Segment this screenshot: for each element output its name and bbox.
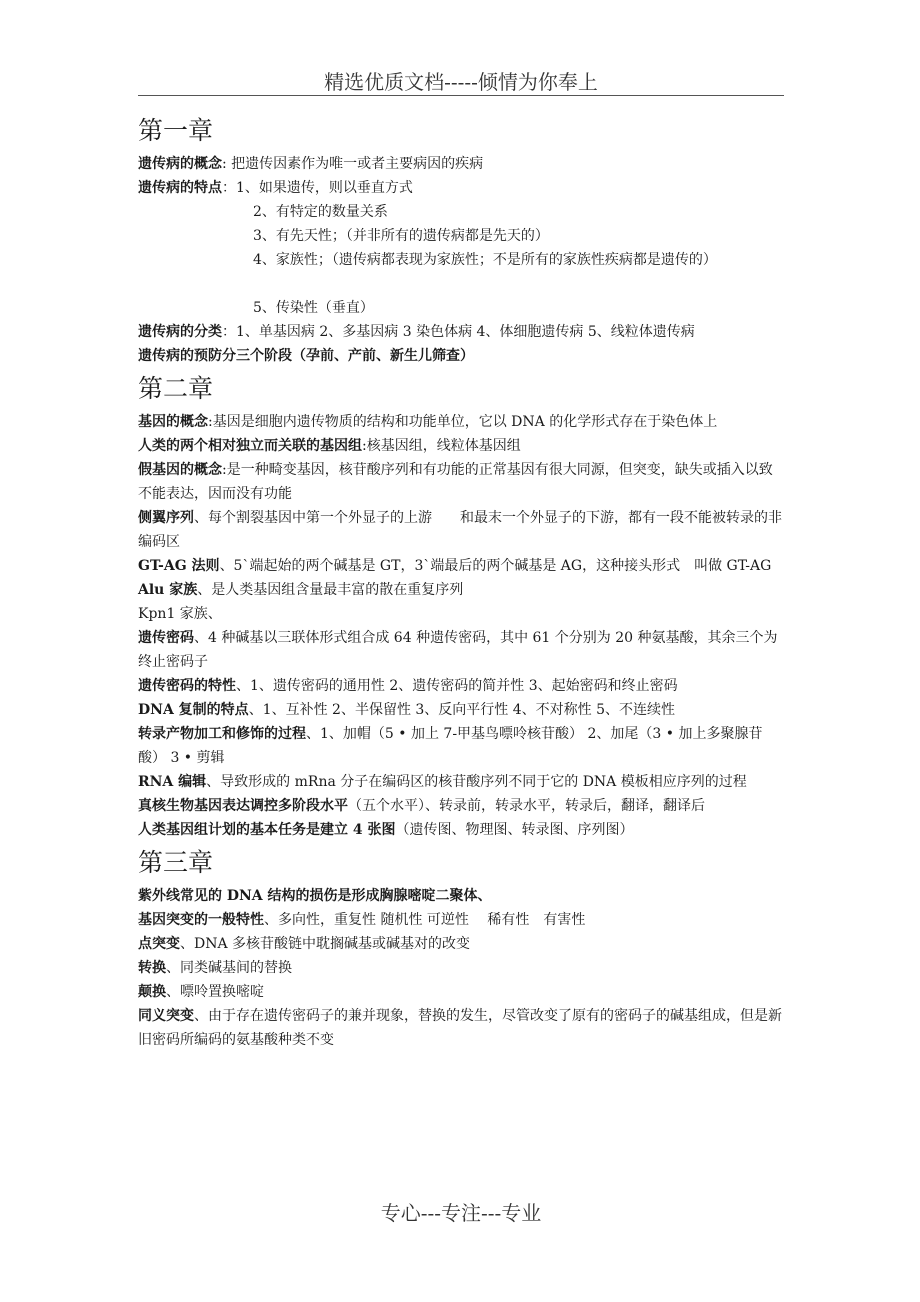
page-header: 精选优质文档-----倾情为你奉上 bbox=[324, 70, 598, 94]
ch2-item bbox=[138, 602, 784, 626]
term-label: 转换 bbox=[138, 960, 166, 976]
ch1-prevent bbox=[138, 344, 784, 368]
ch2-item bbox=[138, 698, 784, 722]
term-label: Alu 家族 bbox=[138, 582, 198, 598]
ch3-item bbox=[138, 932, 784, 956]
term-label: GT-AG 法则 bbox=[138, 558, 220, 574]
term-text: :核基因组，线粒体基因组 bbox=[362, 438, 521, 454]
term-text: （遗传图、物理图、转录图、序列图） bbox=[395, 822, 634, 838]
ch2-item bbox=[138, 554, 784, 578]
term-text: 、每个割裂基因中第一个外显子的上游 和最末一个外显子的下游，都有一段不能被转录的非编码区 bbox=[138, 510, 782, 550]
term-text: 、4 种碱基以三联体形式组合成 64 种遗传密码，其中 61 个分别为 20 种氨基酸，其余三个为终止密码子 bbox=[138, 630, 778, 670]
term-label: 侧翼序列 bbox=[138, 510, 194, 526]
ch3-item bbox=[138, 1004, 796, 1052]
ch1-concept bbox=[138, 152, 784, 176]
term-text: Kpn1 家族、 bbox=[138, 606, 222, 622]
ch1-features bbox=[138, 176, 784, 200]
ch2-item bbox=[138, 770, 784, 794]
term-label: 基因突变的一般特性 bbox=[138, 912, 264, 928]
term-text: 、1、遗传密码的通用性 2、遗传密码的简并性 3、起始密码和终止密码 bbox=[236, 678, 678, 694]
term-label: 人类基因组计划的基本任务是建立 4 张图 bbox=[138, 822, 396, 838]
term-text: 、是人类基因组含量最丰富的散在重复序列 bbox=[197, 582, 464, 598]
header-divider bbox=[138, 95, 784, 96]
term-label: 同义突变 bbox=[138, 1008, 194, 1024]
ch2-item bbox=[138, 458, 784, 506]
chapter-1-title: 第一章 bbox=[138, 116, 214, 145]
page-footer: 专心---专注---专业 bbox=[380, 1201, 542, 1225]
term-label: 遗传病的特点 bbox=[138, 180, 222, 196]
term-label: 遗传密码的特性 bbox=[138, 678, 236, 694]
ch2-item bbox=[138, 434, 784, 458]
ch2-item bbox=[138, 794, 784, 818]
ch1-feature-3: 3、有先天性；（并非所有的遗传病都是先天的） bbox=[253, 228, 549, 244]
term-label: 遗传密码 bbox=[138, 630, 194, 646]
term-label: 遗传病的分类 bbox=[138, 324, 222, 340]
term-text: 、DNA 多核苷酸链中耽搁碱基或碱基对的改变 bbox=[180, 936, 471, 952]
term-label: 颠换 bbox=[138, 984, 166, 1000]
ch3-item bbox=[138, 956, 784, 980]
ch3-item bbox=[138, 908, 784, 932]
term-text: ：1、单基因病 2、多基因病 3 染色体病 4、体细胞遗传病 5、线粒体遗传病 bbox=[222, 324, 695, 340]
term-text: 、1、加帽（5 • 加上 7-甲基鸟嘌呤核苷酸） 2、加尾（3 • 加上多聚腺苷酸） 3 • 剪辑 bbox=[138, 726, 763, 766]
term-text: ：1、如果遗传，则以垂直方式 bbox=[222, 180, 413, 196]
ch2-item bbox=[138, 410, 784, 434]
term-label: 点突变 bbox=[138, 936, 180, 952]
term-label: 遗传病的概念 bbox=[138, 156, 222, 172]
term-text: 、同类碱基间的替换 bbox=[166, 960, 292, 976]
term-text: 、嘌呤置换嘧啶 bbox=[166, 984, 264, 1000]
ch3-item bbox=[138, 884, 784, 908]
term-label: DNA 复制的特点 bbox=[138, 702, 249, 718]
term-label: 紫外线常见的 DNA 结构的损伤是形成胸腺嘧啶二聚体、 bbox=[138, 888, 492, 904]
term-label: 假基因的概念 bbox=[138, 462, 222, 478]
ch1-feature-5: 5、传染性（垂直） bbox=[253, 300, 374, 316]
term-label: 基因的概念 bbox=[138, 414, 208, 430]
spacer bbox=[138, 272, 784, 296]
term-text: （五个水平）、转录前，转录水平，转录后，翻译，翻译后 bbox=[348, 798, 705, 814]
term-text: 、1、互补性 2、半保留性 3、反向平行性 4、不对称性 5、不连续性 bbox=[248, 702, 676, 718]
ch2-item bbox=[138, 626, 784, 674]
term-text: 、5`端起始的两个碱基是 GT，3`端最后的两个碱基是 AG，这种接头形式 叫做 GT-AG bbox=[219, 558, 772, 574]
term-text: 、导致形成的 mRna 分子在编码区的核苷酸序列不同于它的 DNA 模板相应序列的过程 bbox=[206, 774, 747, 790]
ch2-item bbox=[138, 818, 784, 842]
term-text: :是一种畸变基因，核苷酸序列和有功能的正常基因有很大同源，但突变，缺失或插入以致不能表达，因而没有功能 bbox=[138, 462, 773, 502]
ch2-item bbox=[138, 506, 784, 554]
term-text: : 把遗传因素作为唯一或者主要病因的疾病 bbox=[222, 156, 484, 172]
term-text: 、多向性，重复性 随机性 可逆性 稀有性 有害性 bbox=[264, 912, 586, 928]
ch2-item bbox=[138, 674, 784, 698]
term-label: 转录产物加工和修饰的过程 bbox=[138, 726, 306, 742]
term-label: 人类的两个相对独立而关联的基因组 bbox=[138, 438, 362, 454]
ch1-classify bbox=[138, 320, 784, 344]
ch1-feature-2: 2、有特定的数量关系 bbox=[253, 204, 388, 220]
term-text: :基因是细胞内遗传物质的结构和功能单位，它以 DNA 的化学形式存在于染色体上 bbox=[208, 414, 718, 430]
ch1-feature-4: 4、家族性；（遗传病都表现为家族性；不是所有的家族性疾病都是遗传的） bbox=[253, 252, 717, 268]
chapter-3-title: 第三章 bbox=[138, 848, 214, 877]
term-label: RNA 编辑 bbox=[138, 774, 207, 790]
document-body bbox=[138, 110, 796, 1052]
ch2-item bbox=[138, 722, 784, 770]
ch2-item bbox=[138, 578, 784, 602]
chapter-2-title: 第二章 bbox=[138, 374, 214, 403]
ch3-item bbox=[138, 980, 784, 1004]
term-text: 、由于存在遗传密码子的兼并现象，替换的发生，尽管改变了原有的密码子的碱基组成，但是新 旧密码所编码的氨基酸种类不变 bbox=[138, 1008, 796, 1048]
term-label: 遗传病的预防分三个阶段（孕前、产前、新生儿筛查） bbox=[138, 348, 474, 364]
term-label: 真核生物基因表达调控多阶段水平 bbox=[138, 798, 348, 814]
